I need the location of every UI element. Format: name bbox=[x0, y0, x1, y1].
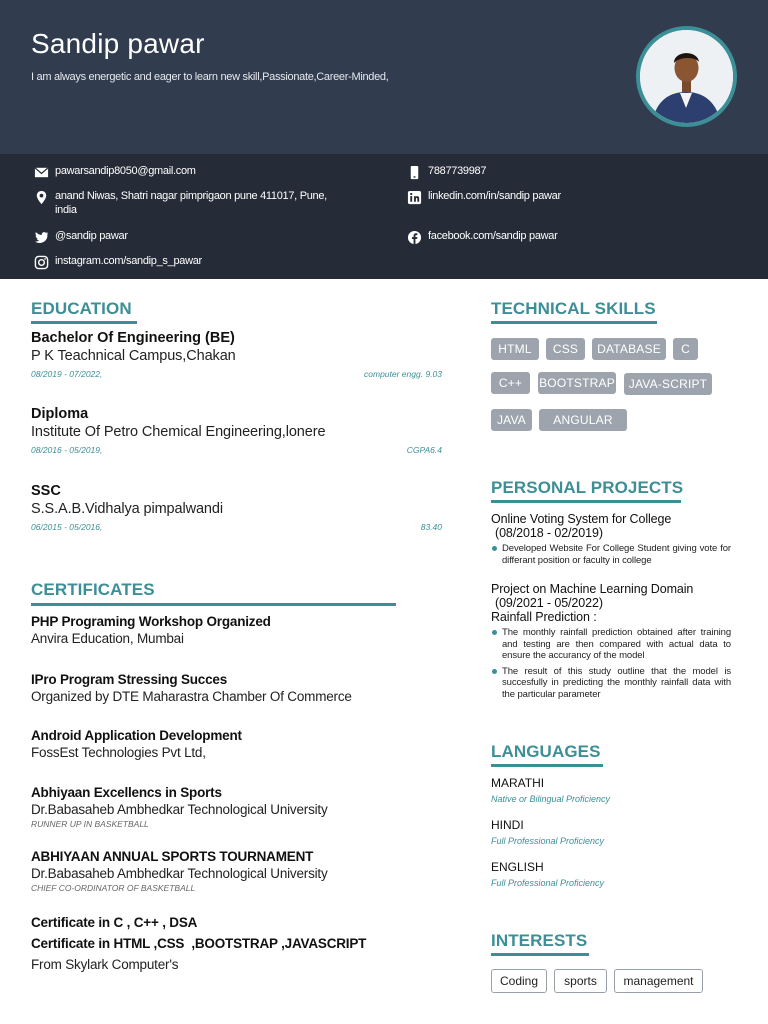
contact-twitter[interactable] bbox=[33, 229, 128, 245]
certificate-note: CHIEF CO-ORDINATOR OF BASKETBALL bbox=[31, 883, 196, 893]
certificate-issuer: Anvira Education, Mumbai bbox=[31, 631, 184, 646]
language-level: Full Professional Proficiency bbox=[491, 878, 605, 888]
education-school: S.S.A.B.Vidhalya pimpalwandi bbox=[31, 501, 223, 517]
certificate-item bbox=[31, 784, 431, 830]
languages-title: LANGUAGES bbox=[491, 742, 601, 761]
skill-pill: BOOTSTRAP bbox=[538, 372, 616, 394]
skill-pill: C++ bbox=[491, 372, 530, 394]
skills-title: TECHNICAL SKILLS bbox=[491, 299, 656, 318]
linkedin-text: linkedin.com/in/sandip pawar bbox=[428, 190, 561, 202]
phone-text: 7887739987 bbox=[428, 165, 487, 177]
project-name: Online Voting System for College bbox=[491, 512, 672, 526]
contact-instagram[interactable] bbox=[33, 254, 202, 270]
certificate-issuer: Dr.Babasaheb Ambhedkar Technological University bbox=[31, 866, 328, 881]
certificates-underline bbox=[31, 603, 396, 606]
instagram-icon bbox=[33, 254, 49, 270]
facebook-icon bbox=[406, 229, 422, 245]
project-dates: (09/2021 - 05/2022) bbox=[495, 596, 603, 610]
certificate-issuer: FossEst Technologies Pvt Ltd, bbox=[31, 745, 206, 760]
language-item bbox=[491, 818, 731, 848]
twitter-icon bbox=[33, 229, 49, 245]
skill-pill: C bbox=[673, 338, 698, 360]
certificate-title: IPro Program Stressing Succes bbox=[31, 672, 228, 687]
interests-title: INTERESTS bbox=[491, 931, 588, 950]
certificate-title: ABHIYAAN ANNUAL SPORTS TOURNAMENT bbox=[31, 849, 314, 864]
contact-phone[interactable] bbox=[406, 164, 486, 180]
certificate-title: PHP Programing Workshop Organized bbox=[31, 614, 271, 629]
email-icon bbox=[33, 164, 49, 180]
certificate-extra-line: From Skylark Computer's bbox=[31, 957, 179, 972]
skill-pill: JAVA-SCRIPT bbox=[624, 373, 712, 395]
facebook-text: facebook.com/sandip pawar bbox=[428, 230, 558, 242]
certificate-item bbox=[31, 848, 431, 894]
contact-band bbox=[0, 154, 768, 279]
project-item bbox=[491, 582, 731, 700]
projects-underline bbox=[491, 500, 681, 503]
project-bullet: The result of this study outline that the model is succesfully in predicting the monthly rainfall data with the particular parameter bbox=[491, 666, 731, 701]
project-dates: (08/2018 - 02/2019) bbox=[495, 526, 603, 540]
project-item bbox=[491, 512, 731, 566]
project-bullet: The monthly rainfall prediction obtained after training and testing are then compared with actual data to ensure the accurancy of the model bbox=[491, 627, 731, 662]
skill-pill: ANGULAR bbox=[539, 409, 627, 431]
interests-underline bbox=[491, 953, 589, 956]
education-score: 83.40 bbox=[420, 522, 442, 532]
instagram-text: instagram.com/sandip_s_pawar bbox=[55, 255, 202, 267]
education-school: Institute Of Petro Chemical Engineering,lonere bbox=[31, 424, 326, 440]
skill-pill: JAVA bbox=[491, 409, 532, 431]
language-name: ENGLISH bbox=[491, 860, 544, 874]
twitter-text: @sandip pawar bbox=[55, 230, 128, 242]
contact-linkedin[interactable] bbox=[406, 189, 561, 205]
candidate-tagline: I am always energetic and eager to learn new skill,Passionate,Career-Minded, bbox=[31, 71, 389, 83]
education-underline bbox=[31, 321, 137, 324]
certificate-note: RUNNER UP IN BASKETBALL bbox=[31, 819, 149, 829]
certificate-item bbox=[31, 727, 431, 761]
education-score: CGPA6.4 bbox=[406, 445, 442, 455]
language-name: MARATHI bbox=[491, 776, 545, 790]
candidate-name: Sandip pawar bbox=[31, 28, 205, 59]
certificate-issuer: Dr.Babasaheb Ambhedkar Technological University bbox=[31, 802, 328, 817]
skill-pill: CSS bbox=[546, 338, 585, 360]
email-text: pawarsandip8050@gmail.com bbox=[55, 165, 196, 177]
education-degree: SSC bbox=[31, 483, 61, 499]
certificate-extra bbox=[31, 912, 431, 975]
linkedin-icon bbox=[406, 189, 422, 205]
language-item bbox=[491, 776, 731, 806]
languages-underline bbox=[491, 764, 603, 767]
projects-title: PERSONAL PROJECTS bbox=[491, 478, 684, 497]
education-item bbox=[31, 329, 442, 379]
certificate-item bbox=[31, 671, 431, 705]
certificate-item bbox=[31, 613, 431, 647]
interest-tag: Coding bbox=[491, 969, 547, 993]
interest-tag: management bbox=[614, 969, 703, 993]
education-dates: 08/2019 - 07/2022, bbox=[31, 369, 103, 379]
skill-pill: HTML bbox=[491, 338, 539, 360]
education-degree: Bachelor Of Engineering (BE) bbox=[31, 330, 235, 346]
certificate-title: Android Application Development bbox=[31, 728, 242, 743]
project-bullet: Developed Website For College Student giving vote for differant position or faculty in college bbox=[491, 543, 731, 566]
certificate-extra-line: Certificate in C , C++ , DSA bbox=[31, 915, 198, 930]
project-name: Project on Machine Learning Domain bbox=[491, 582, 694, 596]
language-name: HINDI bbox=[491, 818, 524, 832]
skill-pill: DATABASE bbox=[592, 338, 666, 360]
education-score: computer engg. 9.03 bbox=[364, 369, 442, 379]
certificate-extra-line: Certificate in HTML ,CSS ,BOOTSTRAP ,JAVASCRIPT bbox=[31, 936, 367, 951]
education-dates: 06/2015 - 05/2016, bbox=[31, 522, 103, 532]
education-degree: Diploma bbox=[31, 406, 89, 422]
language-level: Full Professional Proficiency bbox=[491, 836, 605, 846]
profile-photo bbox=[640, 30, 733, 123]
language-level: Native or Bilingual Proficiency bbox=[491, 794, 611, 804]
education-title: EDUCATION bbox=[31, 299, 132, 318]
certificates-title: CERTIFICATES bbox=[31, 580, 155, 599]
interest-tag: sports bbox=[554, 969, 607, 993]
location-pin-icon bbox=[33, 189, 49, 205]
contact-facebook[interactable] bbox=[406, 229, 557, 245]
education-item bbox=[31, 405, 442, 455]
certificate-issuer: Organized by DTE Maharastra Chamber Of Commerce bbox=[31, 689, 352, 704]
education-dates: 08/2016 - 05/2019, bbox=[31, 445, 103, 455]
contact-address bbox=[33, 189, 335, 217]
skills-underline bbox=[491, 321, 657, 324]
phone-icon bbox=[406, 164, 422, 180]
language-item bbox=[491, 860, 731, 890]
resume-header bbox=[0, 0, 768, 154]
contact-email[interactable] bbox=[33, 164, 196, 180]
education-school: P K Teachnical Campus,Chakan bbox=[31, 348, 236, 364]
education-item bbox=[31, 482, 442, 532]
certificate-title: Abhiyaan Excellencs in Sports bbox=[31, 785, 222, 800]
address-text: anand Niwas, Shatri nagar pimprigaon pune 411017, Pune, india bbox=[55, 190, 327, 216]
project-subtitle: Rainfall Prediction : bbox=[491, 610, 597, 624]
